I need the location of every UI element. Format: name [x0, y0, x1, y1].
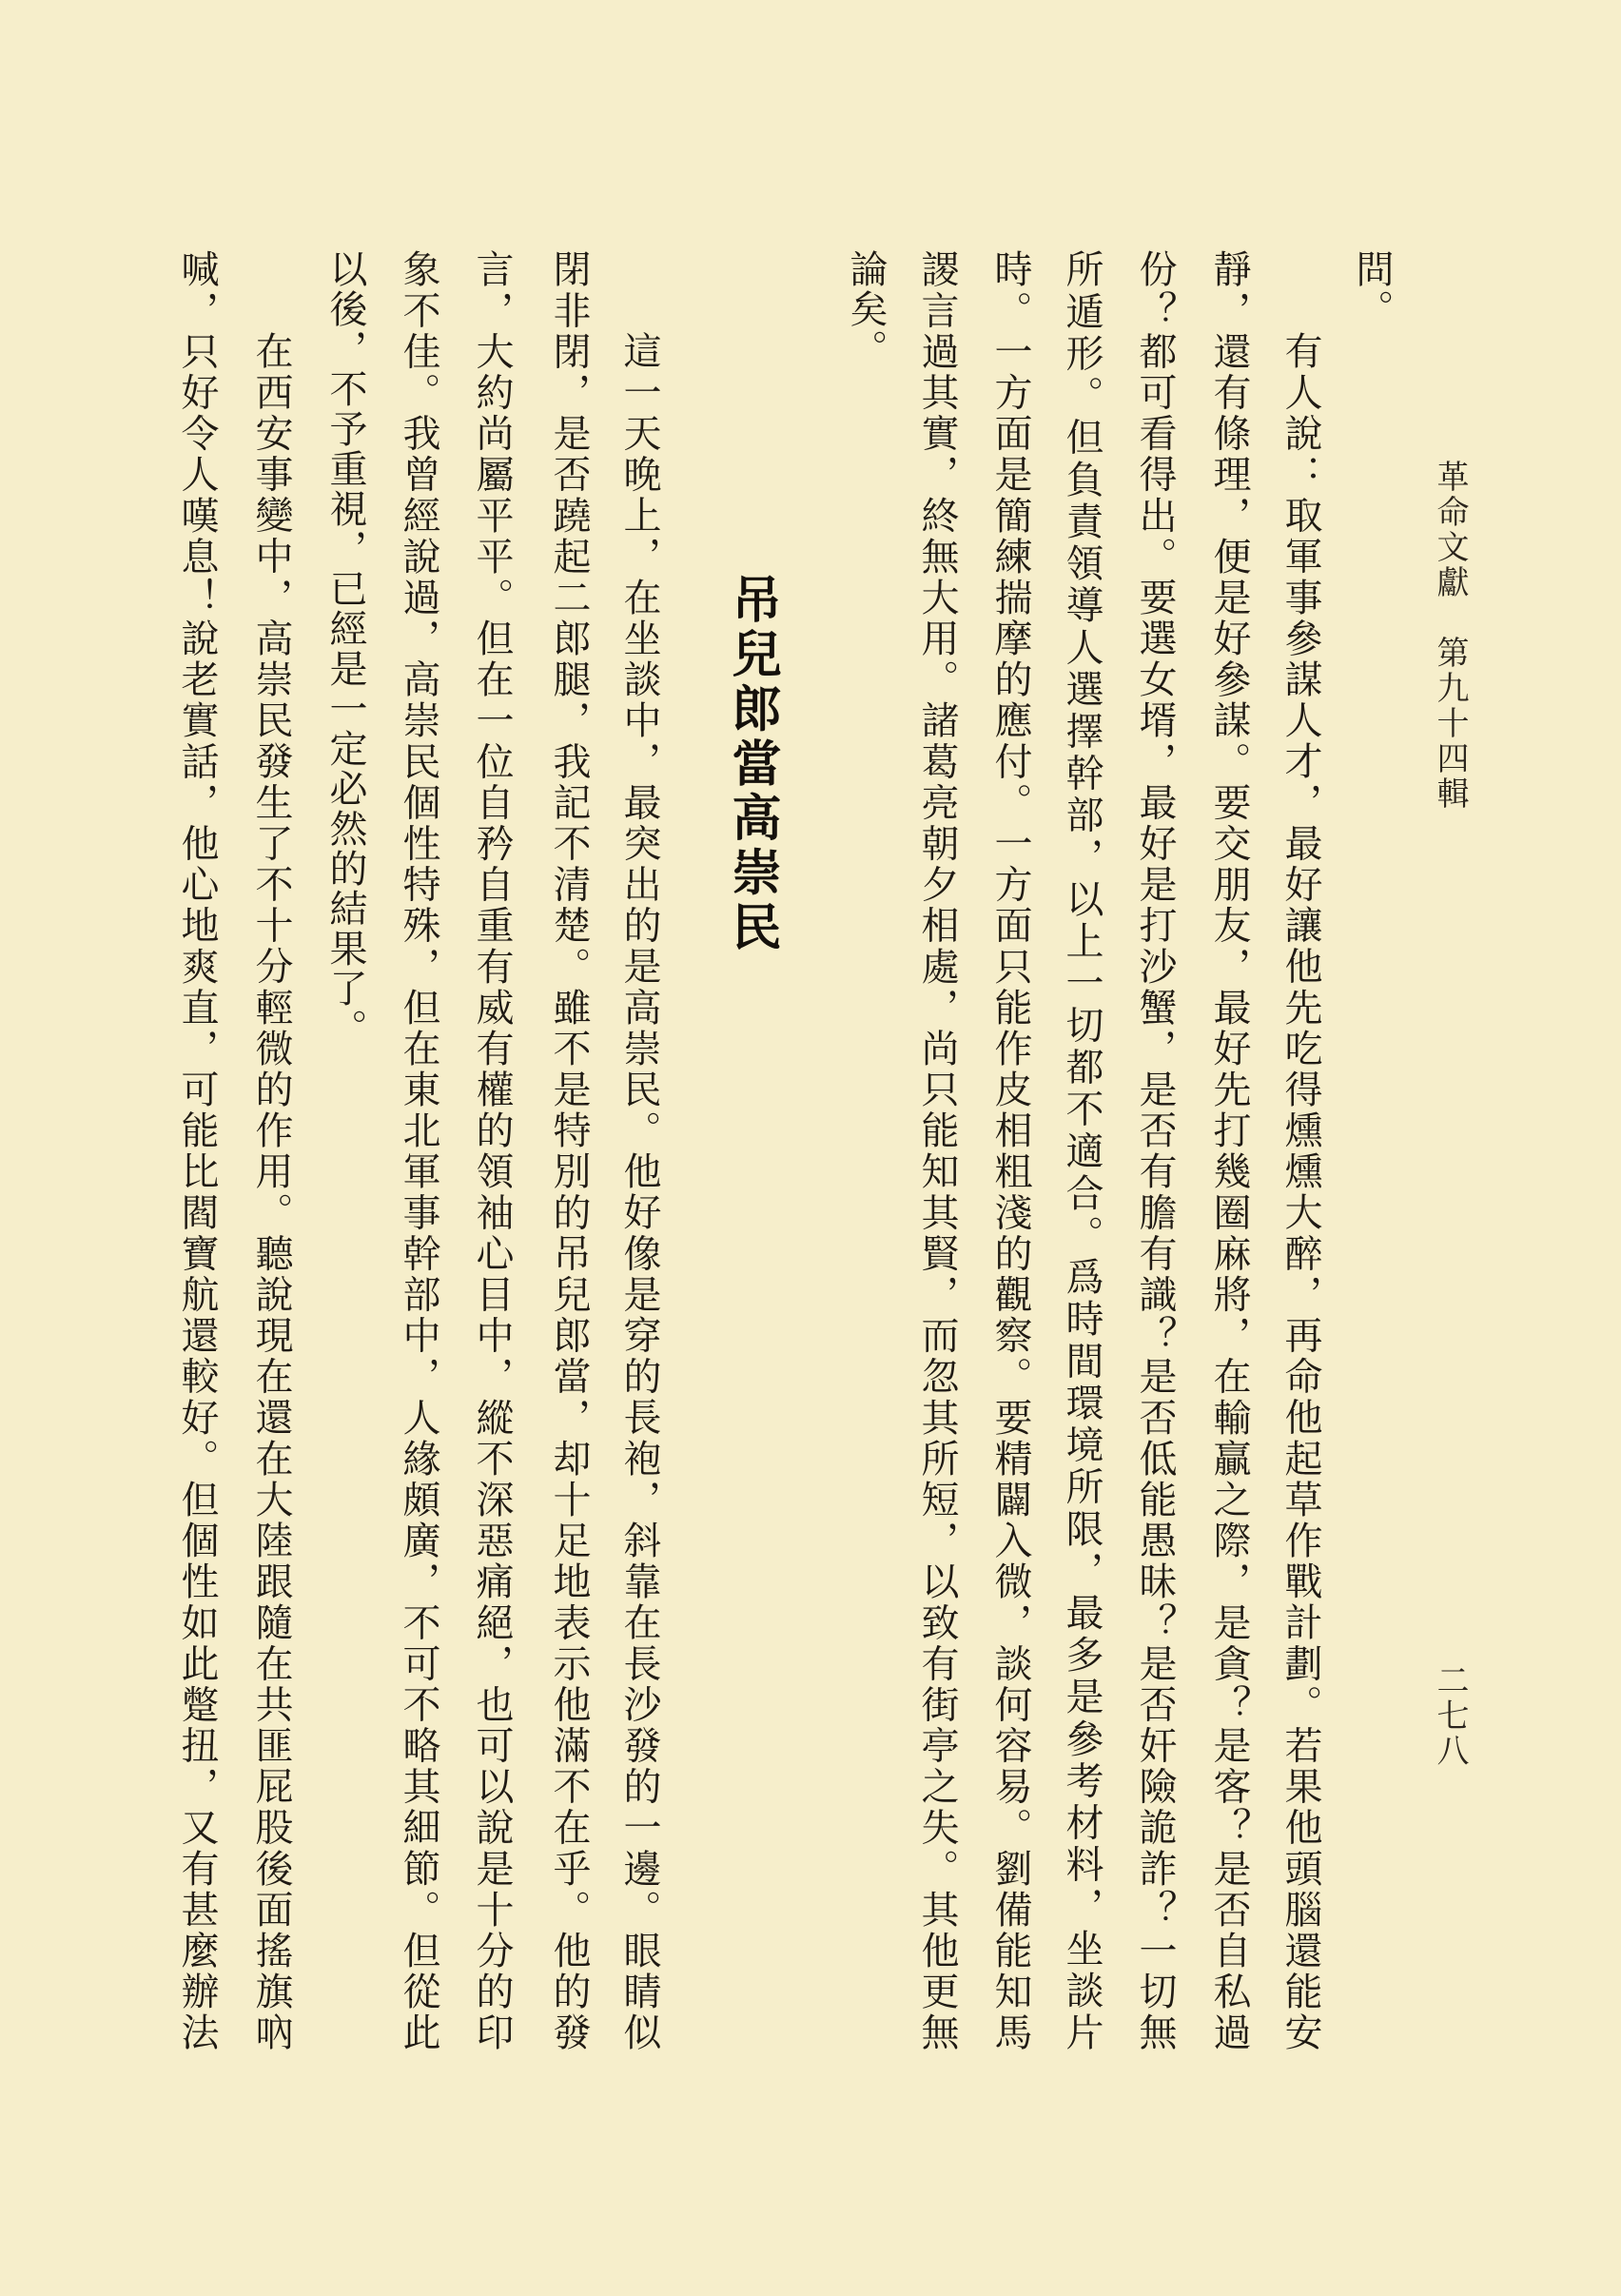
- text-column: 論矣。: [844, 249, 888, 369]
- text-column: 閉非閉，是否蹺起二郎腿，我記不清楚。雖不是特別的吊兒郎當，却十足地表示他滿不在乎。他的發: [547, 249, 591, 2052]
- text-column: 份？都可看得出。要選女壻，最好是打沙蟹，是否有膽有識？是否低能愚昧？是否奸險詭詐？一切無: [1133, 249, 1177, 2052]
- text-column: 謖言過其實，終無大用。諸葛亮朝夕相處，尚只能知其賢，而忽其所短，以致有街亭之失。其他更無: [915, 249, 959, 2052]
- text-column: 在西安事變中，高崇民發生了不十分輕微的作用。聽說現在還在大陸跟隨在共匪屁股後面搖旗吶: [249, 331, 293, 2052]
- text-column: 言，大約尚屬平平。但在一位自矜自重有威有權的領袖心目中，縱不深惡痛絕，也可以說是十分的印: [470, 249, 514, 2052]
- text-column: 所遁形。但負責領導人選擇幹部，以上一切都不適合。爲時間環境所限，最多是參考材料，坐談片: [1060, 249, 1103, 2052]
- page-number: 二七八: [1431, 1663, 1469, 1769]
- text-column: 時。一方面是簡練揣摩的應付。一方面只能作皮相粗淺的觀察。要精闢入微，談何容易。劉備能知馬: [988, 249, 1032, 2052]
- text-column: 以後，不予重視，已經是一定必然的結果了。: [323, 249, 367, 1049]
- text-column: 問。: [1350, 249, 1394, 329]
- section-heading: 吊兒郎當高崇民: [723, 574, 781, 951]
- text-column: 喊，只好令人嘆息！說老實話，他心地爽直，可能比閻寶航還較好。但個性如此蹩扭，又有甚麼辦法: [175, 249, 219, 2052]
- running-header-title: 革命文獻 第九十四輯: [1431, 460, 1469, 812]
- text-column: 靜，還有條理，便是好參謀。要交朋友，最好先打幾圈麻將，在輸贏之際，是貪？是客？是否自私過: [1207, 249, 1251, 2052]
- text-column: 有人說：取軍事參謀人才，最好讓他先吃得燻燻大醉，再命他起草作戰計劃。若果他頭腦還能安: [1279, 331, 1322, 2052]
- text-column: 象不佳。我曾經說過，高崇民個性特殊，但在東北軍事幹部中，人緣頗廣，不可不略其細節。但從此: [397, 249, 440, 2052]
- text-column: 這一天晚上，在坐談中，最突出的是高崇民。他好像是穿的長袍，斜靠在長沙發的一邊。眼睛似: [617, 331, 661, 2052]
